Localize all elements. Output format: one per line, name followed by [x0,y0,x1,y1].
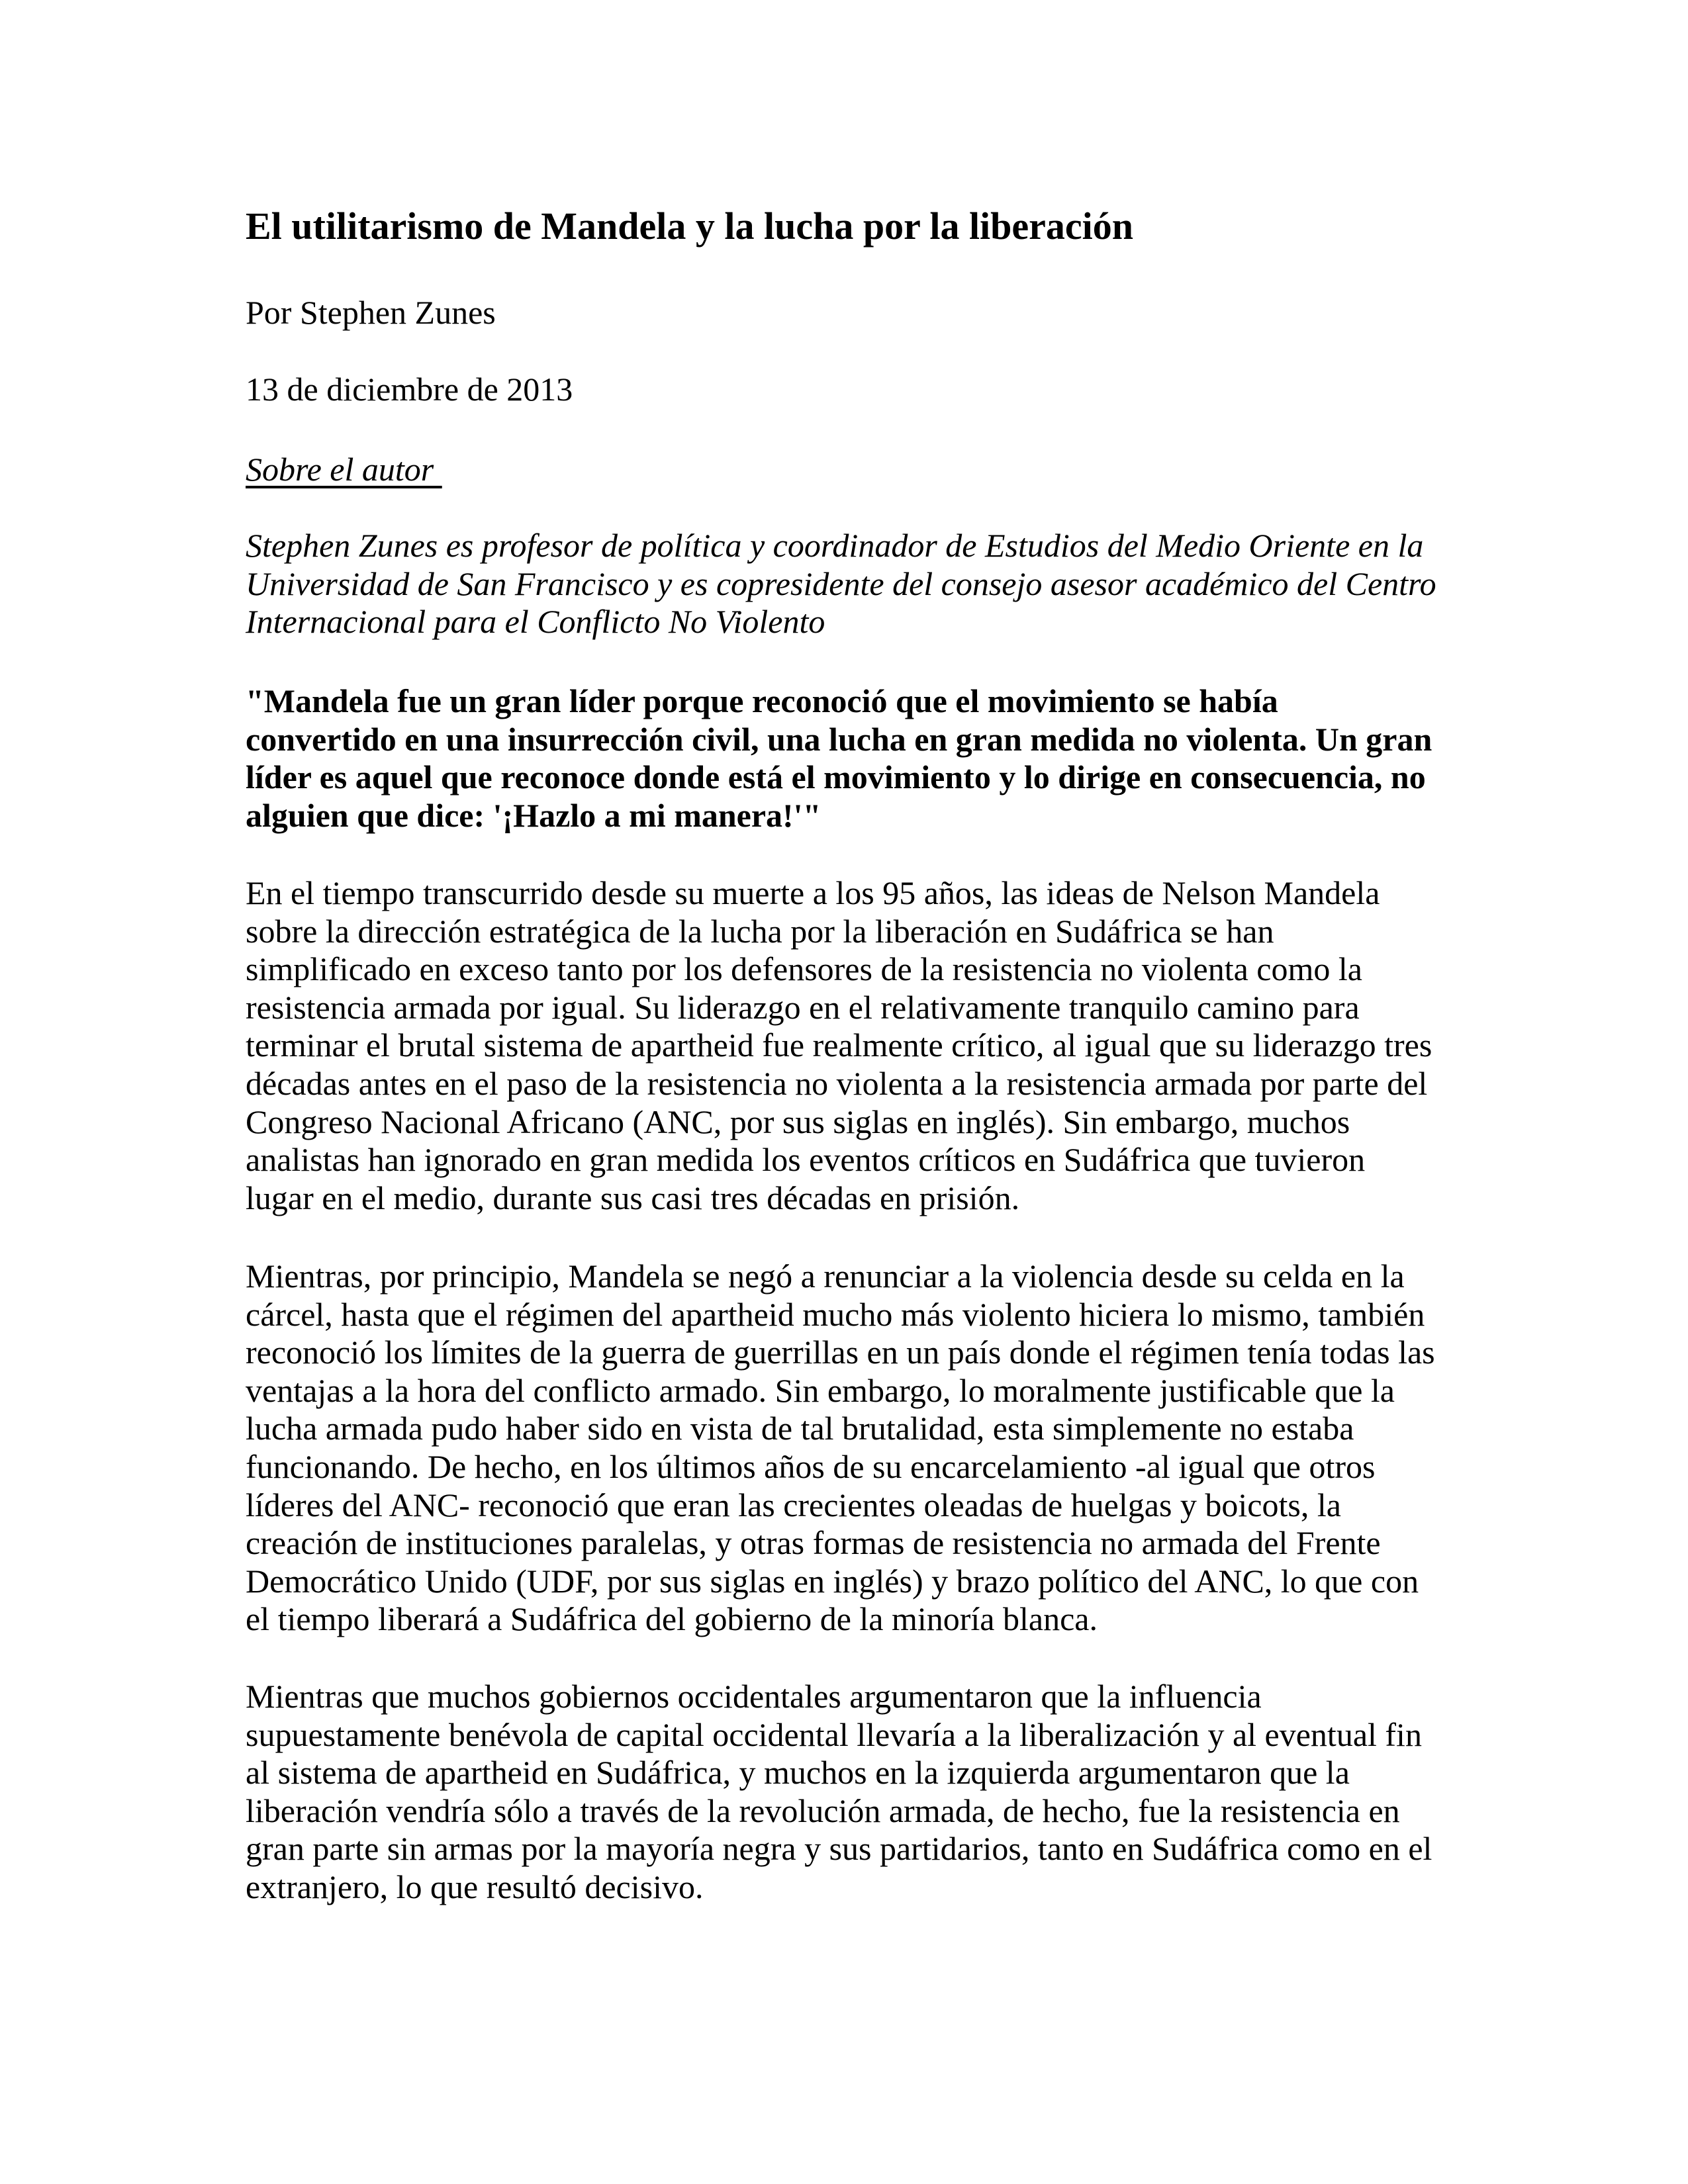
body-paragraph-2 [246,1257,1437,1639]
pull-quote [246,682,1437,835]
title-text: El utilitarismo de Mandela y la lucha por la liberación [246,205,1134,248]
paragraph-line: Democrático Unido (UDF, por sus siglas en inglés) y brazo político del ANC, lo que con [246,1562,1419,1600]
paragraph-line: el tiempo liberará a Sudáfrica del gobierno de la minoría blanca. [246,1600,1098,1638]
quote-line: "Mandela fue un gran líder porque reconoció que el movimiento se había [246,682,1278,719]
author-bio [246,527,1437,641]
body-paragraph-1 [246,874,1437,1217]
paragraph-line: gran parte sin armas por la mayoría negra y sus partidarios, tanto en Sudáfrica como en el [246,1830,1432,1868]
paragraph-line: liberación vendría sólo a través de la revolución armada, de hecho, fue la resistencia en [246,1792,1400,1829]
paragraph-line: simplificado en exceso tanto por los defensores de la resistencia no violenta como la [246,950,1362,988]
byline-text: Por Stephen Zunes [246,294,496,331]
paragraph-line: reconoció los límites de la guerra de guerrillas en un país donde el régimen tenía todas las [246,1334,1435,1371]
paragraph-line: Congreso Nacional Africano (ANC, por sus siglas en inglés). Sin embargo, muchos [246,1103,1350,1140]
paragraph-line: ventajas a la hora del conflicto armado. Sin embargo, lo moralmente justificable que la [246,1371,1395,1409]
paragraph-line: terminar el brutal sistema de apartheid fue realmente crítico, al igual que su liderazgo tres [246,1026,1432,1064]
paragraph-line: al sistema de apartheid en Sudáfrica, y muchos en la izquierda argumentaron que la [246,1754,1350,1792]
bio-line: Internacional para el Conflicto No Violento [246,603,825,641]
paragraph-line: resistencia armada por igual. Su liderazgo en el relativamente tranquilo camino para [246,988,1360,1026]
bio-line: Universidad de San Francisco y es copresidente del consejo asesor académico del Centro [246,565,1436,602]
about-author-text: Sobre el autor [246,451,442,488]
paragraph-line: extranjero, lo que resultó decisivo. [246,1868,704,1905]
author-byline [246,294,1437,332]
paragraph-line: lugar en el medio, durante sus casi tres décadas en prisión. [246,1179,1020,1216]
publication-date [246,371,1437,409]
paragraph-line: En el tiempo transcurrido desde su muerte a los 95 años, las ideas de Nelson Mandela [246,874,1380,911]
bio-line: Stephen Zunes es profesor de política y coordinador de Estudios del Medio Oriente en la [246,527,1424,564]
paragraph-line: lucha armada pudo haber sido en vista de tal brutalidad, esta simplemente no estaba [246,1410,1354,1447]
paragraph-line: líderes del ANC- reconoció que eran las crecientes oleadas de huelgas y boicots, la [246,1486,1341,1524]
quote-line: convertido en una insurrección civil, una lucha en gran medida no violenta. Un gran [246,720,1432,758]
about-author-heading [246,451,1437,489]
paragraph-line: Mientras que muchos gobiernos occidentales argumentaron que la influencia [246,1678,1262,1715]
paragraph-line: funcionando. De hecho, en los últimos años de su encarcelamiento -al igual que otros [246,1447,1376,1485]
quote-line: líder es aquel que reconoce donde está el movimiento y lo dirige en consecuencia, no [246,758,1426,796]
paragraph-line: sobre la dirección estratégica de la lucha por la liberación en Sudáfrica se han [246,912,1274,950]
paragraph-line: Mientras, por principio, Mandela se negó a renunciar a la violencia desde su celda en la [246,1257,1405,1295]
paragraph-line: supuestamente benévola de capital occidental llevaría a la liberalización y al eventual fin [246,1715,1422,1753]
paragraph-line: analistas han ignorado en gran medida los eventos críticos en Sudáfrica que tuvieron [246,1141,1366,1179]
date-text: 13 de diciembre de 2013 [246,371,573,408]
paragraph-line: creación de instituciones paralelas, y otras formas de resistencia no armada del Frente [246,1524,1381,1562]
paragraph-line: décadas antes en el paso de la resistencia no violenta a la resistencia armada por parte del [246,1064,1428,1102]
body-paragraph-3 [246,1678,1437,1907]
quote-line: alguien que dice: '¡Hazlo a mi manera!'" [246,796,821,834]
paragraph-line: cárcel, hasta que el régimen del apartheid mucho más violento hiciera lo mismo, también [246,1295,1425,1333]
article-title [246,205,1437,248]
